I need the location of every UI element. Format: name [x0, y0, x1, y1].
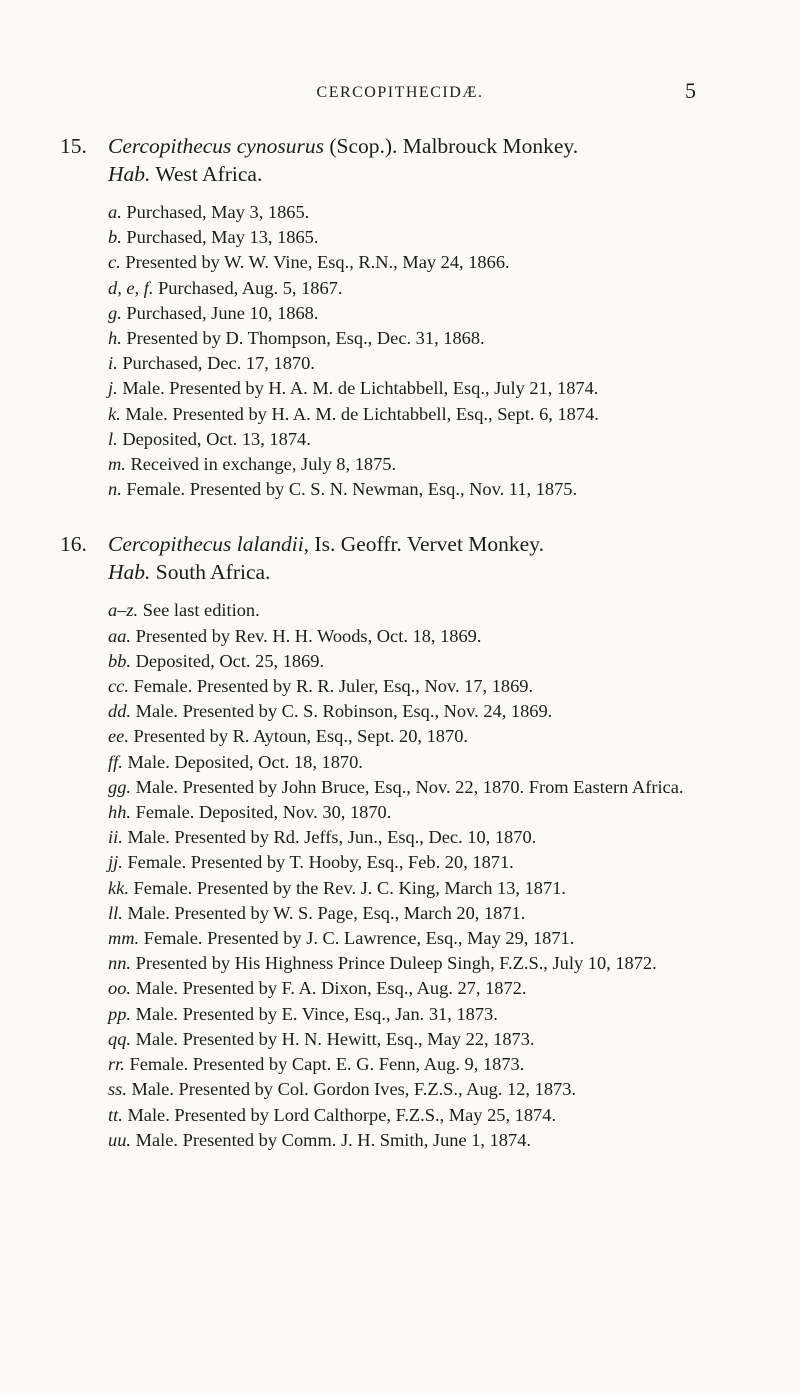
specimen-text: Presented by His Highness Prince Duleep Singh, F.Z.S., July 10, 1872.: [135, 953, 657, 974]
specimen-letter: qq.: [108, 1028, 131, 1049]
specimen-entry: [0, 301, 693, 326]
habitat-label: Hab.: [108, 560, 151, 585]
running-head: [0, 78, 800, 108]
specimen-entry: [0, 477, 693, 502]
habitat-line: [0, 558, 800, 586]
specimen-letter: ee.: [108, 726, 129, 747]
habitat-value: South Africa.: [155, 560, 271, 585]
specimen-entry: [0, 825, 693, 850]
specimen-letter: k.: [108, 403, 121, 424]
specimen-letter: tt.: [108, 1104, 123, 1125]
specimen-entry: [0, 1052, 693, 1077]
specimen-text: Male. Presented by Lord Calthorpe, F.Z.S., May 25, 1874.: [127, 1104, 557, 1125]
specimen-entry: [0, 200, 693, 225]
specimen-entry: [0, 699, 693, 724]
species-number: 15.: [60, 134, 87, 158]
specimen-text: Female. Presented by the Rev. J. C. King, March 13, 1871.: [133, 877, 566, 898]
specimen-text: Male. Presented by C. S. Robinson, Esq., Nov. 24, 1869.: [135, 701, 553, 722]
specimen-letter: uu.: [108, 1129, 131, 1150]
specimen-letter: cc.: [108, 676, 129, 697]
specimen-entry: [0, 876, 693, 901]
specimen-entry: [0, 901, 693, 926]
specimen-letter: ss.: [108, 1079, 127, 1100]
specimen-text: Female. Presented by R. R. Juler, Esq., Nov. 17, 1869.: [133, 676, 534, 697]
specimen-entry: [0, 926, 693, 951]
specimen-letter: g.: [108, 302, 122, 323]
specimen-letter: a.: [108, 202, 122, 222]
species-heading: [0, 530, 800, 558]
specimen-entry: [0, 276, 693, 301]
specimen-text: Presented by Rev. H. H. Woods, Oct. 18, 1869.: [135, 625, 482, 646]
specimen-text: Male. Presented by H. A. M. de Lichtabbell, Esq., Sept. 6, 1874.: [125, 403, 599, 424]
specimen-letter: m.: [108, 454, 126, 475]
specimen-entry: [0, 452, 693, 477]
specimen-text: Male. Presented by H. N. Hewitt, Esq., May 22, 1873.: [135, 1028, 535, 1049]
specimen-text: Female. Presented by C. S. N. Newman, Esq., Nov. 11, 1875.: [126, 479, 578, 500]
specimen-entry: [0, 376, 693, 401]
specimen-text: Male. Deposited, Oct. 18, 1870.: [127, 751, 363, 772]
specimen-entry: [0, 1077, 693, 1102]
specimen-entry: [0, 1027, 693, 1052]
specimen-list: [0, 200, 800, 502]
specimen-entry: [0, 225, 693, 250]
page-number: 5: [685, 78, 696, 103]
specimen-letter: dd.: [108, 701, 131, 722]
specimen-entry: [0, 800, 693, 825]
scientific-name: Cercopithecus lalandii,: [108, 532, 310, 557]
specimen-text: Male. Presented by Rd. Jeffs, Jun., Esq., Dec. 10, 1870.: [127, 827, 537, 848]
specimen-letter: ff.: [108, 751, 123, 772]
specimen-text: Female. Presented by Capt. E. G. Fenn, Aug. 9, 1873.: [129, 1054, 525, 1075]
specimen-letter: nn.: [108, 953, 131, 974]
habitat-line: [0, 160, 800, 188]
specimen-text: Presented by W. W. Vine, Esq., R.N., May 24, 1866.: [125, 252, 510, 273]
specimen-text: Deposited, Oct. 13, 1874.: [122, 428, 311, 449]
specimen-entry: [0, 951, 693, 976]
specimen-text: Female. Deposited, Nov. 30, 1870.: [135, 802, 392, 823]
specimen-text: Male. Presented by F. A. Dixon, Esq., Aug. 27, 1872.: [135, 978, 527, 999]
specimen-text: Purchased, May 13, 1865.: [126, 227, 319, 248]
specimen-entry: [0, 250, 693, 275]
specimen-entry: [0, 674, 693, 699]
specimen-text: Female. Presented by T. Hooby, Esq., Feb. 20, 1871.: [127, 852, 514, 873]
specimen-entry: [0, 976, 693, 1001]
authority: (Scop.).: [329, 134, 398, 158]
species-entry-16: [0, 530, 800, 1152]
species-number: 16.: [60, 532, 87, 557]
specimen-letter: j.: [108, 378, 118, 399]
specimen-entry: [0, 402, 693, 427]
running-head-title: CERCOPITHECIDÆ.: [316, 84, 484, 101]
specimen-entry: [0, 598, 693, 623]
specimen-entry: [0, 326, 693, 351]
specimen-text: Purchased, June 10, 1868.: [126, 302, 319, 323]
specimen-entry: [0, 1002, 693, 1027]
specimen-letter: hh.: [108, 802, 131, 823]
specimen-entry: [0, 351, 693, 376]
specimen-entry: [0, 649, 693, 674]
specimen-letter: n.: [108, 479, 122, 500]
authority: Is. Geoffr.: [314, 532, 402, 557]
specimen-text: Male. Presented by E. Vince, Esq., Jan. 31, 1873.: [135, 1003, 498, 1024]
specimen-letter: oo.: [108, 978, 131, 999]
specimen-text: Male. Presented by W. S. Page, Esq., March 20, 1871.: [127, 902, 526, 923]
catalogue-content: [0, 132, 800, 1153]
specimen-letter: a–z.: [108, 600, 139, 621]
common-name: Malbrouck Monkey.: [402, 134, 579, 158]
specimen-text: Female. Presented by J. C. Lawrence, Esq., May 29, 1871.: [143, 928, 575, 949]
specimen-letter: h.: [108, 328, 122, 349]
specimen-letter: aa.: [108, 625, 131, 646]
specimen-text: Presented by D. Thompson, Esq., Dec. 31, 1868.: [126, 328, 485, 349]
species-entry-15: [0, 132, 800, 502]
specimen-letter: d, e, f.: [108, 277, 154, 298]
specimen-letter: rr.: [108, 1054, 125, 1075]
habitat-label: Hab.: [108, 162, 151, 186]
specimen-text: Deposited, Oct. 25, 1869.: [135, 650, 325, 671]
specimen-text: See last edition.: [142, 600, 260, 621]
common-name: Vervet Monkey.: [406, 532, 544, 557]
specimen-text: Male. Presented by Col. Gordon Ives, F.Z.S., Aug. 12, 1873.: [131, 1079, 577, 1100]
specimen-letter: b.: [108, 227, 122, 248]
scientific-name: Cercopithecus cynosurus: [108, 134, 324, 158]
specimen-text: Male. Presented by H. A. M. de Lichtabbell, Esq., July 21, 1874.: [122, 378, 599, 399]
specimen-text: Received in exchange, July 8, 1875.: [130, 454, 397, 475]
specimen-entry: [0, 724, 693, 749]
specimen-text: Male. Presented by Comm. J. H. Smith, June 1, 1874.: [135, 1129, 531, 1150]
specimen-entry: [0, 775, 693, 800]
specimen-letter: c.: [108, 252, 121, 273]
specimen-entry: [0, 1103, 693, 1128]
specimen-text: Presented by R. Aytoun, Esq., Sept. 20, 1870.: [133, 726, 468, 747]
specimen-letter: l.: [108, 428, 118, 449]
species-heading: [0, 132, 800, 160]
specimen-letter: mm.: [108, 928, 140, 949]
specimen-letter: ii.: [108, 827, 123, 848]
specimen-letter: gg.: [108, 776, 131, 797]
specimen-letter: ll.: [108, 902, 123, 923]
specimen-entry: [0, 750, 693, 775]
specimen-letter: bb.: [108, 650, 131, 671]
habitat-value: West Africa.: [155, 162, 263, 186]
specimen-letter: i.: [108, 353, 118, 374]
specimen-letter: jj.: [108, 852, 123, 873]
specimen-entry: [0, 1128, 693, 1153]
specimen-text: Purchased, Dec. 17, 1870.: [122, 353, 315, 374]
specimen-list: [0, 598, 800, 1152]
specimen-entry: [0, 427, 693, 452]
specimen-entry: [0, 850, 693, 875]
specimen-text: Purchased, May 3, 1865.: [126, 202, 310, 222]
specimen-entry: [0, 624, 693, 649]
specimen-letter: pp.: [108, 1003, 131, 1024]
specimen-letter: kk.: [108, 877, 129, 898]
specimen-text: Male. Presented by John Bruce, Esq., Nov. 22, 1870. From Eastern Africa.: [135, 776, 684, 797]
specimen-text: Purchased, Aug. 5, 1867.: [158, 277, 343, 298]
